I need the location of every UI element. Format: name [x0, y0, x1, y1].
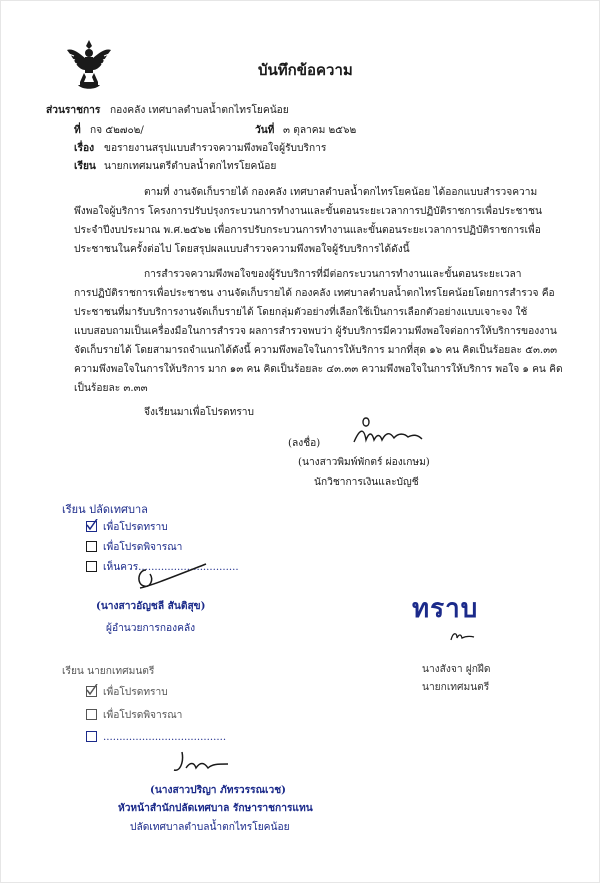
- paragraph-2-line: การปฏิบัติราชการเพื่อประชาชน งานจัดเก็บรายได้ กองคลัง เทศบาลตำบลน้ำตกไทรโยคน้อยโดยการสำรวจ คือ: [74, 288, 555, 299]
- sign-label: (ลงชื่อ): [288, 438, 321, 449]
- note1-option-1-label: เพื่อโปรดทราบ: [103, 522, 168, 533]
- document-title: บันทึกข้อความ: [258, 61, 353, 79]
- agency-value: กองคลัง เทศบาลตำบลน้ำตกไทรโยคน้อย: [110, 105, 289, 116]
- paragraph-2-line: แบบสอบถามเป็นเครื่องมือในการสำรวจ ผลการสำรวจพบว่า ผู้รับบริการมีความพึงพอใจต่อการให้บริการของงาน: [74, 326, 557, 337]
- subject-value: ขอรายงานสรุปแบบสำรวจความพึงพอใจผู้รับบริการ: [104, 143, 327, 154]
- note2-position-2: ปลัดเทศบาลตำบลน้ำตกไทรโยคน้อย: [130, 822, 290, 833]
- signer-position: นักวิชาการเงินและบัญชี: [314, 477, 419, 488]
- note2-option-1-label: เพื่อโปรดทราบ: [103, 687, 168, 698]
- mayor-name: นางสังจา ฝูกฝึด: [422, 664, 491, 675]
- checkbox-icon: [86, 561, 97, 572]
- note2-name: (นางสาวปริญา ภัทรวรรณเวช): [150, 784, 286, 796]
- paragraph-1-line: ประจำปีงบประมาณ พ.ศ.๒๕๖๒ เพื่อการปรับกระบวนการทำงานและขั้นตอนระยะเวลาการปฏิบัติราชการเพื่อ: [74, 225, 541, 236]
- checked-box-icon: [86, 686, 97, 697]
- note1-option-1: [86, 521, 168, 534]
- paragraph-1-line: ตามที่ งานจัดเก็บรายได้ กองคลัง เทศบาลตำบลน้ำตกไทรโยคน้อย ได้ออกแบบสำรวจความ: [144, 187, 538, 198]
- date-label: วันที่: [255, 124, 275, 136]
- signature-icon: [346, 412, 436, 450]
- checkbox-icon: [86, 731, 97, 742]
- paragraph-1-line: พึงพอใจผู้บริการ โครงการปรับปรุงกระบวนการทำงานและขั้นตอนระยะเวลาการปฏิบัติราชการเพื่อประชาชน: [74, 206, 543, 217]
- closing-line: จึงเรียนมาเพื่อโปรดทราบ: [144, 407, 254, 418]
- checkbox-icon: [86, 709, 97, 720]
- to-value: นายกเทศมนตรีตำบลน้ำตกไทรโยคน้อย: [104, 161, 277, 172]
- note2-option-1: [86, 686, 168, 699]
- paragraph-2-line: ความพึงพอใจในการให้บริการ มาก ๑๓ คน คิดเป็นร้อยละ ๔๓.๓๓ ความพึงพอใจในการให้บริการ พอใจ ๑ คน คิด: [74, 364, 563, 375]
- note2-option-2: [86, 709, 182, 722]
- initial-signature-icon: [448, 628, 476, 644]
- note2-option-3-label: ......................................: [103, 732, 227, 743]
- note1-option-2-label: เพื่อโปรดพิจารณา: [103, 542, 183, 553]
- acknowledged-stamp: ทราบ: [412, 594, 479, 624]
- paragraph-2-line: ประชาชนที่มารับบริการงานจัดเก็บรายได้ โดยกลุ่มตัวอย่างที่เลือกใช้เป็นการเลือกตัวอย่างแบบเจาะจง ใช้: [74, 307, 528, 318]
- paragraph-2-line: เป็นร้อยละ ๓.๓๓: [74, 383, 148, 394]
- note1-name: (นางสาวอัญชลี สันติสุข): [96, 600, 206, 612]
- note1-option-2: [86, 541, 182, 554]
- note1-option-3-label: เห็นควร...............................: [103, 562, 239, 573]
- paragraph-2-line: การสำรวจความพึงพอใจของผู้รับบริการที่มีต่อกระบวนการทำงานและขั้นตอนระยะเวลา: [144, 269, 522, 280]
- note2-position-1: หัวหน้าสำนักปลัดเทศบาล รักษาราชการแทน: [118, 802, 313, 814]
- agency-label: ส่วนราชการ: [46, 104, 101, 116]
- paragraph-2-line: จัดเก็บรายได้ โดยสามารถจำแนกได้ดังนี้ ความพึงพอใจในการให้บริการ มากที่สุด ๑๖ คน คิดเป็นร้อยละ ๕๓.๓๓: [74, 345, 558, 356]
- signer-name: (นางสาวพิมพ์พักตร์ ผ่องเกษม): [298, 457, 430, 468]
- note1-position: ผู้อำนวยการกองคลัง: [106, 623, 196, 634]
- garuda-emblem-icon: [66, 38, 112, 92]
- paragraph-1-line: ประชาชนในครั้งต่อไป โดยสรุปผลแบบสำรวจความพึงพอใจผู้รับบริการได้ดังนี้: [74, 244, 410, 255]
- subject-label: เรื่อง: [74, 142, 95, 154]
- date-value: ๓ ตุลาคม ๒๕๖๒: [283, 125, 357, 136]
- ref-value: กจ ๕๒๗๐๒/: [90, 125, 144, 136]
- mayor-position: นายกเทศมนตรี: [422, 682, 490, 693]
- note2-to: เรียน นายกเทศมนตรี: [62, 666, 155, 677]
- ref-label: ที่: [74, 124, 81, 136]
- checkbox-icon: [86, 541, 97, 552]
- note2-option-2-label: เพื่อโปรดพิจารณา: [103, 710, 183, 721]
- signature-icon: [120, 560, 210, 596]
- to-label: เรียน: [74, 160, 96, 172]
- note2-option-3: [86, 731, 226, 744]
- note1-to: เรียน ปลัดเทศบาล: [62, 503, 148, 516]
- checked-box-icon: [86, 521, 97, 532]
- signature-icon: [172, 748, 236, 778]
